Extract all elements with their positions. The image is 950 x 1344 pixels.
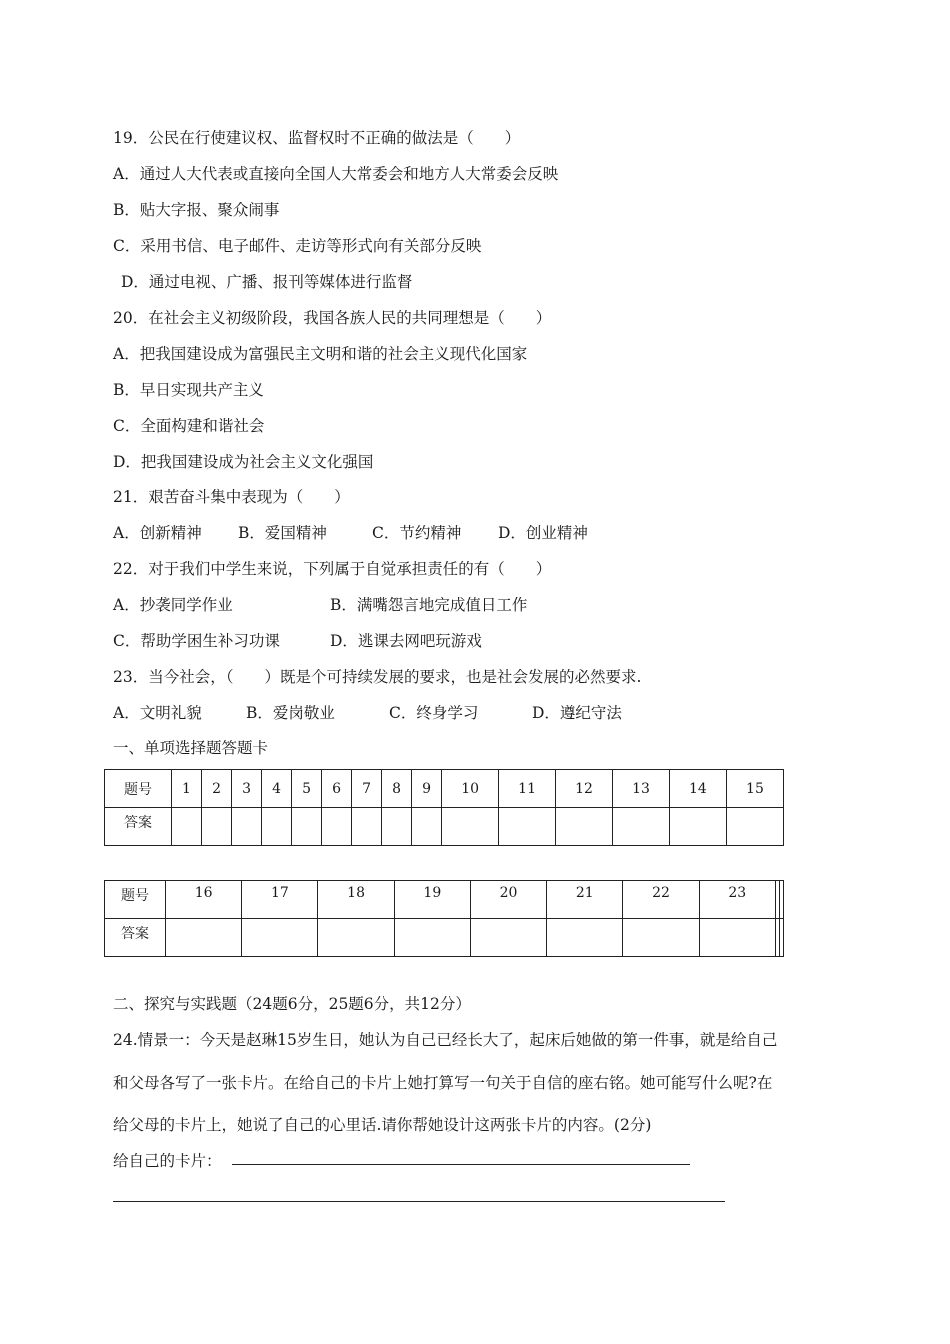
q22-option-a: A．抄袭同学作业 (113, 596, 233, 614)
row-label-answer: 答案 (105, 808, 172, 846)
question-number-cell: 13 (613, 770, 670, 808)
answer-cell[interactable] (394, 919, 470, 957)
answer-cell[interactable] (499, 808, 556, 846)
question-number-cell: 14 (669, 770, 726, 808)
q22-stem: 22．对于我们中学生来说，下列属于自觉承担责任的有（ ） (113, 560, 552, 578)
question-number-cell: 5 (292, 770, 322, 808)
q19-option-c: C．采用书信、电子邮件、走访等形式向有关部分反映 (113, 237, 482, 255)
answer-cell[interactable] (352, 808, 382, 846)
q20-stem: 20．在社会主义初级阶段，我国各族人民的共同理想是（ ） (113, 309, 552, 327)
q21-stem: 21．艰苦奋斗集中表现为（ ） (113, 488, 350, 506)
q23-option-c: C．终身学习 (389, 704, 479, 722)
card-self-answer-line[interactable] (232, 1164, 690, 1165)
question-number-cell: 18 (318, 881, 394, 919)
q24-text-line-1: 24.情景一：今天是赵琳15岁生日，她认为自己已经长大了，起床后她做的第一件事，就是给自己 (113, 1031, 778, 1049)
q21-option-b: B．爱国精神 (238, 524, 327, 542)
card-self-label: 给自己的卡片： (113, 1152, 222, 1170)
answer-cell[interactable] (699, 919, 775, 957)
q22-option-c: C．帮助学困生补习功课 (113, 632, 280, 650)
q21-option-c: C．节约精神 (372, 524, 462, 542)
row-label-question: 题号 (105, 881, 166, 919)
question-number-cell: 3 (232, 770, 262, 808)
question-number-cell: 19 (394, 881, 470, 919)
answer-cell[interactable] (412, 808, 442, 846)
answer-cell[interactable] (470, 919, 546, 957)
q21-option-d: D．创业精神 (498, 524, 588, 542)
card-self-answer-line-2[interactable] (113, 1201, 725, 1202)
q23-stem: 23．当今社会，（ ）既是个可持续发展的要求，也是社会发展的必然要求. (113, 668, 642, 686)
question-number-cell: 12 (556, 770, 613, 808)
answer-cell[interactable] (172, 808, 202, 846)
question-number-cell: 1 (172, 770, 202, 808)
answer-cell[interactable] (202, 808, 232, 846)
q19-stem: 19．公民在行使建议权、监督权时不正确的做法是（ ） (113, 129, 521, 147)
answer-cell[interactable] (556, 808, 613, 846)
question-number-cell: 10 (442, 770, 499, 808)
answer-card-table-2 (104, 880, 784, 957)
question-number-cell: 7 (352, 770, 382, 808)
answer-card-table-1 (104, 769, 784, 846)
answer-cell[interactable] (669, 808, 726, 846)
answer-cell[interactable] (547, 919, 623, 957)
q20-option-c: C．全面构建和谐社会 (113, 417, 265, 435)
q21-option-a: A．创新精神 (113, 524, 202, 542)
q20-option-d: D．把我国建设成为社会主义文化强国 (113, 453, 374, 471)
question-number-cell: 20 (470, 881, 546, 919)
answer-card-title: 一、单项选择题答题卡 (113, 739, 269, 757)
table-row-answers (105, 808, 784, 846)
row-label-answer: 答案 (105, 919, 166, 957)
answer-cell[interactable] (623, 919, 699, 957)
q24-text-line-2: 和父母各写了一张卡片。在给自己的卡片上她打算写一句关于自信的座右铭。她可能写什么呢?在 (113, 1074, 773, 1092)
q24-text-line-3: 给父母的卡片上，她说了自己的心里话.请你帮她设计这两张卡片的内容。(2分) (113, 1116, 652, 1134)
answer-cell[interactable] (232, 808, 262, 846)
question-number-cell: 23 (699, 881, 775, 919)
table-row-answers (105, 919, 784, 957)
answer-cell[interactable] (242, 919, 318, 957)
q23-option-b: B．爱岗敬业 (246, 704, 335, 722)
question-number-cell: 8 (382, 770, 412, 808)
question-number-cell: 15 (726, 770, 783, 808)
table-row-question-numbers (105, 881, 784, 919)
question-number-cell: 4 (262, 770, 292, 808)
q23-option-d: D．遵纪守法 (532, 704, 622, 722)
answer-cell[interactable] (382, 808, 412, 846)
answer-cell[interactable] (262, 808, 292, 846)
answer-cell[interactable] (318, 919, 394, 957)
answer-cell[interactable] (166, 919, 242, 957)
answer-cell[interactable] (779, 919, 783, 957)
question-number-cell: 16 (166, 881, 242, 919)
answer-cell[interactable] (292, 808, 322, 846)
q22-option-d: D．逃课去网吧玩游戏 (330, 632, 482, 650)
q19-option-a: A．通过人大代表或直接向全国人大常委会和地方人大常委会反映 (113, 165, 559, 183)
question-number-cell: 22 (623, 881, 699, 919)
answer-cell[interactable] (726, 808, 783, 846)
question-number-cell: 6 (322, 770, 352, 808)
question-number-cell: 21 (547, 881, 623, 919)
question-number-cell: 2 (202, 770, 232, 808)
q20-option-b: B．早日实现共产主义 (113, 381, 264, 399)
answer-cell[interactable] (442, 808, 499, 846)
question-number-cell: 9 (412, 770, 442, 808)
table-row-question-numbers (105, 770, 784, 808)
question-number-cell: 17 (242, 881, 318, 919)
q23-option-a: A．文明礼貌 (113, 704, 202, 722)
answer-cell[interactable] (322, 808, 352, 846)
answer-cell[interactable] (613, 808, 670, 846)
q22-option-b: B．满嘴怨言地完成值日工作 (330, 596, 528, 614)
q19-option-b: B．贴大字报、聚众闹事 (113, 201, 280, 219)
row-label-question: 题号 (105, 770, 172, 808)
question-number-cell: 11 (499, 770, 556, 808)
question-number-cell (779, 881, 783, 919)
q19-option-d: D．通过电视、广播、报刊等媒体进行监督 (121, 273, 413, 291)
q20-option-a: A．把我国建设成为富强民主文明和谐的社会主义现代化国家 (113, 345, 528, 363)
section-2-title: 二、探究与实践题（24题6分，25题6分，共12分） (113, 995, 471, 1013)
